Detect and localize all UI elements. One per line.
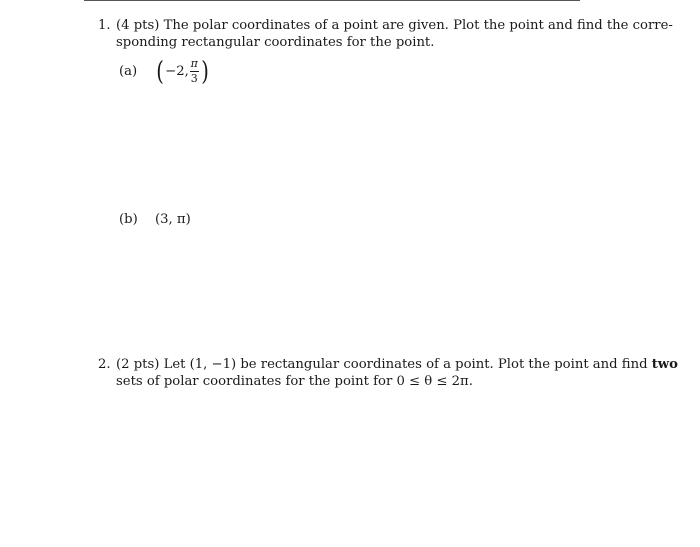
problem-2-bold-word: two xyxy=(651,357,678,372)
problem-1 xyxy=(84,17,673,51)
fraction-denominator: 3 xyxy=(190,72,198,85)
problem-1-number: 1. xyxy=(98,18,111,33)
problem-1-text-line1: (4 pts) The polar coordinates of a point are given. Plot the point and find the corre- xyxy=(116,18,673,33)
left-paren: ( xyxy=(156,56,164,87)
problem-2-text-line2: sets of polar coordinates for the point for 0 ≤ θ ≤ 2π. xyxy=(116,374,473,389)
problem-1-part-b xyxy=(119,212,191,227)
problem-2-text xyxy=(116,356,678,390)
problem-1-text-line2: sponding rectangular coordinates for the point. xyxy=(116,35,435,50)
part-a-label: (a) xyxy=(119,64,138,79)
problem-1-part-a xyxy=(119,58,210,85)
part-a-expression xyxy=(155,58,210,85)
problem-2 xyxy=(84,356,678,390)
problem-2-text-line1-start: (2 pts) Let (1, −1) be rectangular coordinates of a point. Plot the point and find xyxy=(116,357,652,372)
part-b-label: (b) xyxy=(119,212,138,227)
problem-2-number: 2. xyxy=(98,357,111,372)
part-b-expression: (3, π) xyxy=(155,212,191,227)
right-paren: ) xyxy=(201,56,209,87)
fraction-numerator: π xyxy=(190,57,198,70)
part-a-r-value: −2, xyxy=(165,64,189,79)
problem-2-text-line1 xyxy=(116,356,678,373)
problem-1-text xyxy=(116,17,673,51)
part-a-theta-fraction xyxy=(190,58,199,85)
top-divider xyxy=(84,0,580,1)
